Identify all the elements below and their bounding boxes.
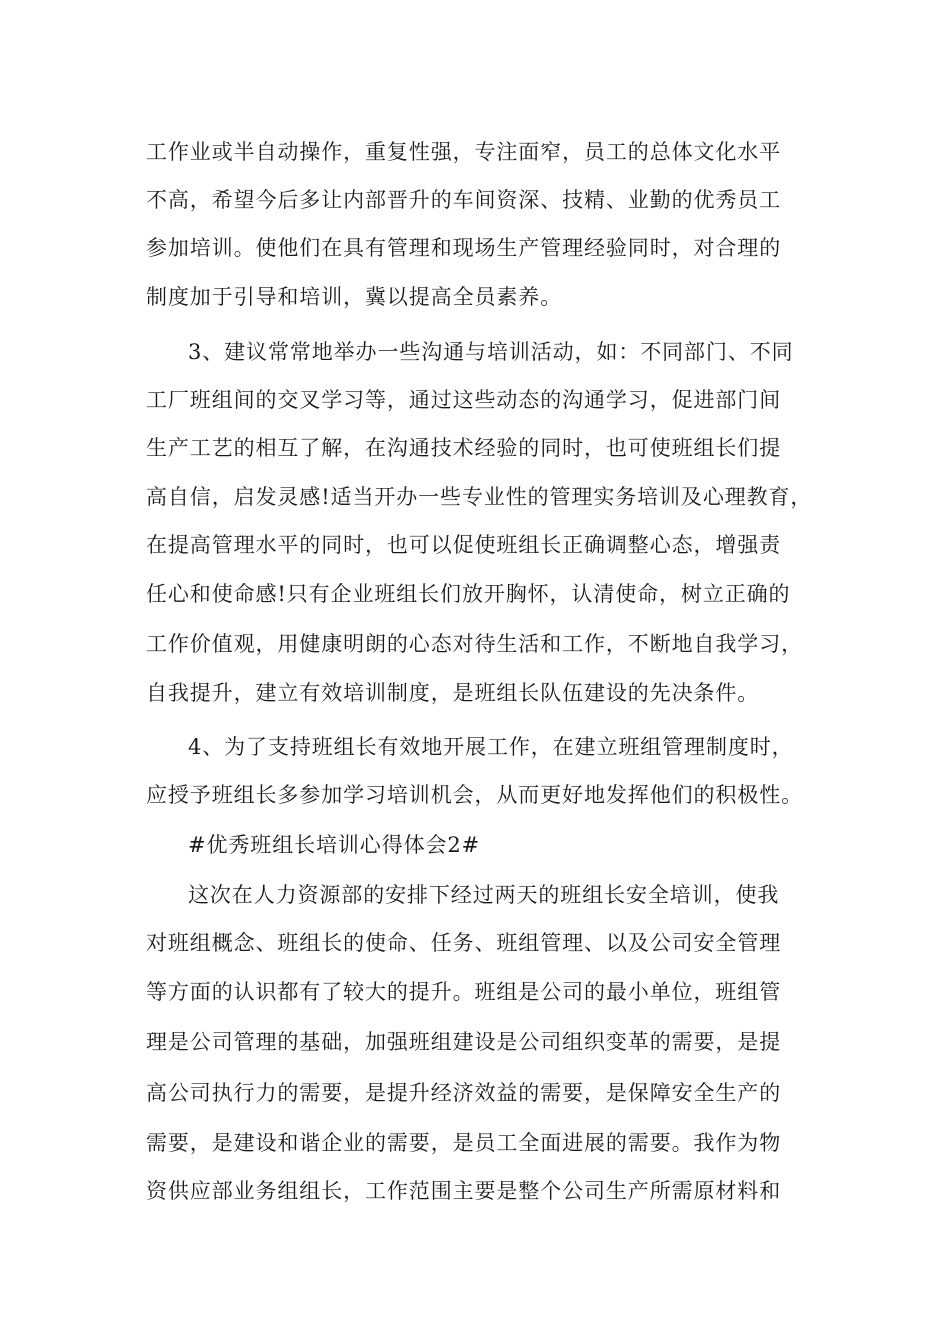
text-line: 工厂班组间的交叉学习等，通过这些动态的沟通学习，促进部门间 bbox=[146, 388, 782, 412]
text-line: 应授予班组长多参加学习培训机会，从而更好地发挥他们的积极性。 bbox=[146, 783, 803, 807]
text-line: 工作业或半自动操作，重复性强，专注面窄，员工的总体文化水平 bbox=[146, 140, 782, 164]
text-line: 理是公司管理的基础，加强班组建设是公司组织变革的需要，是提 bbox=[146, 1030, 782, 1054]
paragraph-3-start: 3、建议常常地举办一些沟通与培训活动，如：不同部门、不同 bbox=[188, 340, 794, 364]
text-line: 制度加于引导和培训，冀以提高全员素养。 bbox=[146, 285, 563, 309]
paragraph-4-start: 4、为了支持班组长有效地开展工作，在建立班组管理制度时， bbox=[188, 735, 794, 759]
text-line: 在提高管理水平的同时，也可以促使班组长正确调整心态，增强责 bbox=[146, 533, 782, 557]
text-line: 高自信，启发灵感!适当开办一些专业性的管理实务培训及心理教育， bbox=[146, 485, 813, 509]
text-line: 不高，希望今后多让内部晋升的车间资深、技精、业勤的优秀员工 bbox=[146, 188, 782, 212]
text-line: 参加培训。使他们在具有管理和现场生产管理经验同时，对合理的 bbox=[146, 236, 782, 260]
text-line: 生产工艺的相互了解，在沟通技术经验的同时，也可使班组长们提 bbox=[146, 436, 782, 460]
text-line: 任心和使命感!只有企业班组长们放开胸怀，认清使命，树立正确的 bbox=[146, 582, 791, 606]
section-heading: #优秀班组长培训心得体会2# bbox=[188, 833, 481, 857]
text-line: 工作价值观，用健康明朗的心态对待生活和工作，不断地自我学习， bbox=[146, 632, 803, 656]
text-line: 高公司执行力的需要，是提升经济效益的需要，是保障安全生产的 bbox=[146, 1081, 782, 1105]
text-line: 资供应部业务组组长，工作范围主要是整个公司生产所需原材料和 bbox=[146, 1179, 782, 1203]
text-line: 自我提升，建立有效培训制度，是班组长队伍建设的先决条件。 bbox=[146, 681, 760, 705]
text-line: 需要，是建设和谐企业的需要，是员工全面进展的需要。我作为物 bbox=[146, 1131, 782, 1155]
paragraph-5-start: 这次在人力资源部的安排下经过两天的班组长安全培训，使我 bbox=[188, 883, 780, 907]
text-line: 对班组概念、班组长的使命、任务、班组管理、以及公司安全管理 bbox=[146, 931, 782, 955]
text-line: 等方面的认识都有了较大的提升。班组是公司的最小单位，班组管 bbox=[146, 980, 782, 1004]
